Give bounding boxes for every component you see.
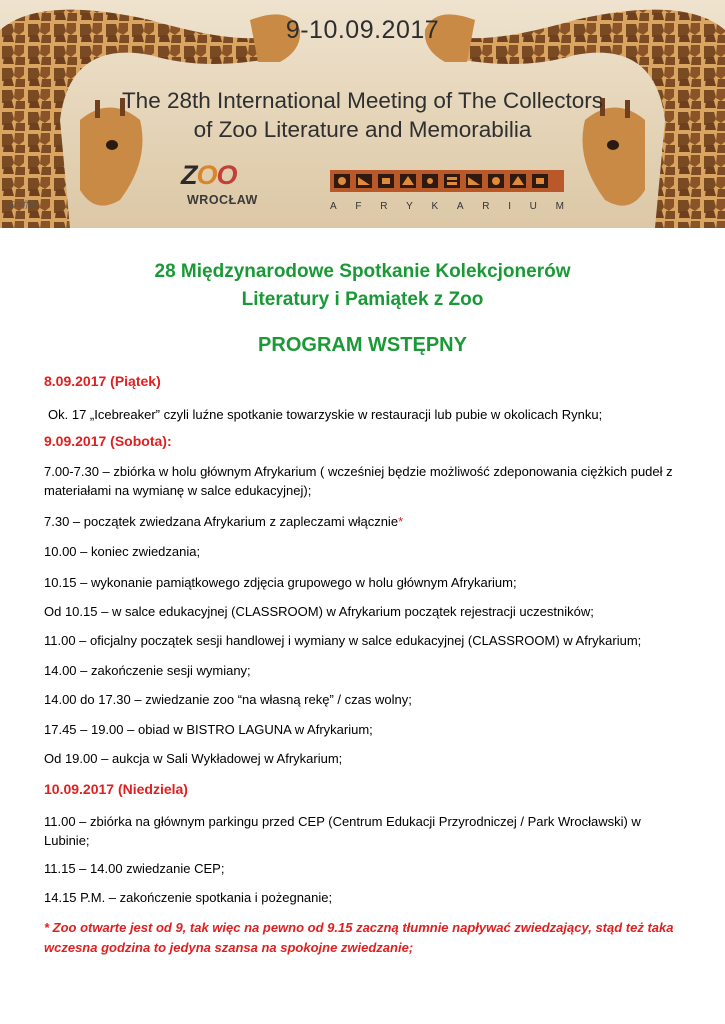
program-item: 7.30 – początek zwiedzana Afrykarium z zapleczami włącznie* [44, 514, 404, 529]
footnote: * Zoo otwarte jest od 9, tak więc na pewno od 9.15 zaczną tłumnie napływać zwiedzający, stąd też taka wczesna godzina to jedyna szansa na spokojne zwiedzanie; [44, 920, 674, 955]
header-banner [0, 0, 725, 228]
program-item: 14.15 P.M. – zakończenie spotkania i pożegnanie; [44, 890, 333, 905]
event-title-line1: 28 Międzynarodowe Spotkanie Kolekcjonerów [154, 261, 571, 282]
program-item: 14.00 – zakończenie sesji wymiany; [44, 663, 251, 678]
program-item: 10.15 – wykonanie pamiątkowego zdjęcia grupowego w holu głównym Afrykarium; [44, 575, 517, 590]
event-title-line2: Literatury i Pamiątek z Zoo [241, 289, 484, 310]
banner-title [110, 86, 615, 144]
artist-signature: Kruffer [8, 200, 38, 209]
program-heading: PROGRAM WSTĘPNY [258, 334, 467, 356]
program-item: 11.00 – zbiórka na głównym parkingu przed CEP (Centrum Edukacji Przyrodniczej / Park Wrocławski) w Lubinie; [44, 814, 641, 848]
banner-title-line2: of Zoo Literature and Memorabilia [193, 117, 532, 142]
afrykarium-wordmark: A F R Y K A R I U M [330, 201, 564, 212]
banner-title-line1: The 28th International Meeting of The Collectors [121, 88, 604, 113]
program-item: 11.15 – 14.00 zwiedzanie CEP; [44, 861, 225, 876]
day-heading-sunday: 10.09.2017 (Niedziela) [44, 781, 188, 797]
zoo-logo-city: WROCŁAW [187, 193, 258, 207]
zoo-wroclaw-logo [181, 160, 273, 212]
program-item: Od 10.15 – w salce edukacyjnej (CLASSROOM) w Afrykarium początek rejestracji uczestników; [44, 604, 594, 619]
zoo-logo-text: ZOO [181, 160, 237, 190]
day-heading-saturday: 9.09.2017 (Sobota): [44, 433, 172, 449]
afrykarium-pattern-icon [330, 170, 564, 192]
banner-date: 9-10.09.2017 [285, 16, 440, 44]
program-item: 14.00 do 17.30 – zwiedzanie zoo “na własną rekę” / czas wolny; [44, 692, 412, 707]
program-item: 17.45 – 19.00 – obiad w BISTRO LAGUNA w Afrykarium; [44, 722, 373, 737]
program-item: 10.00 – koniec zwiedzania; [44, 544, 201, 559]
program-item: 7.00-7.30 – zbiórka w holu głównym Afrykarium ( wcześniej będzie możliwość zdeponowania ciężkich pudeł z materiałami na wymianę w salce edukacyjnej); [44, 464, 673, 498]
footnote-marker: * [398, 514, 404, 529]
program-item: 11.00 – oficjalny początek sesji handlowej i wymiany w salce edukacyjnej (CLASSROOM) w Afrykarium; [44, 633, 642, 648]
program-item: Ok. 17 „Icebreaker” czyli luźne spotkanie towarzyskie w restauracji lub pubie w okolicach Rynku; [48, 407, 603, 422]
day-heading-friday: 8.09.2017 (Piątek) [44, 373, 161, 389]
program-item: Od 19.00 – aukcja w Sali Wykładowej w Afrykarium; [44, 751, 343, 766]
